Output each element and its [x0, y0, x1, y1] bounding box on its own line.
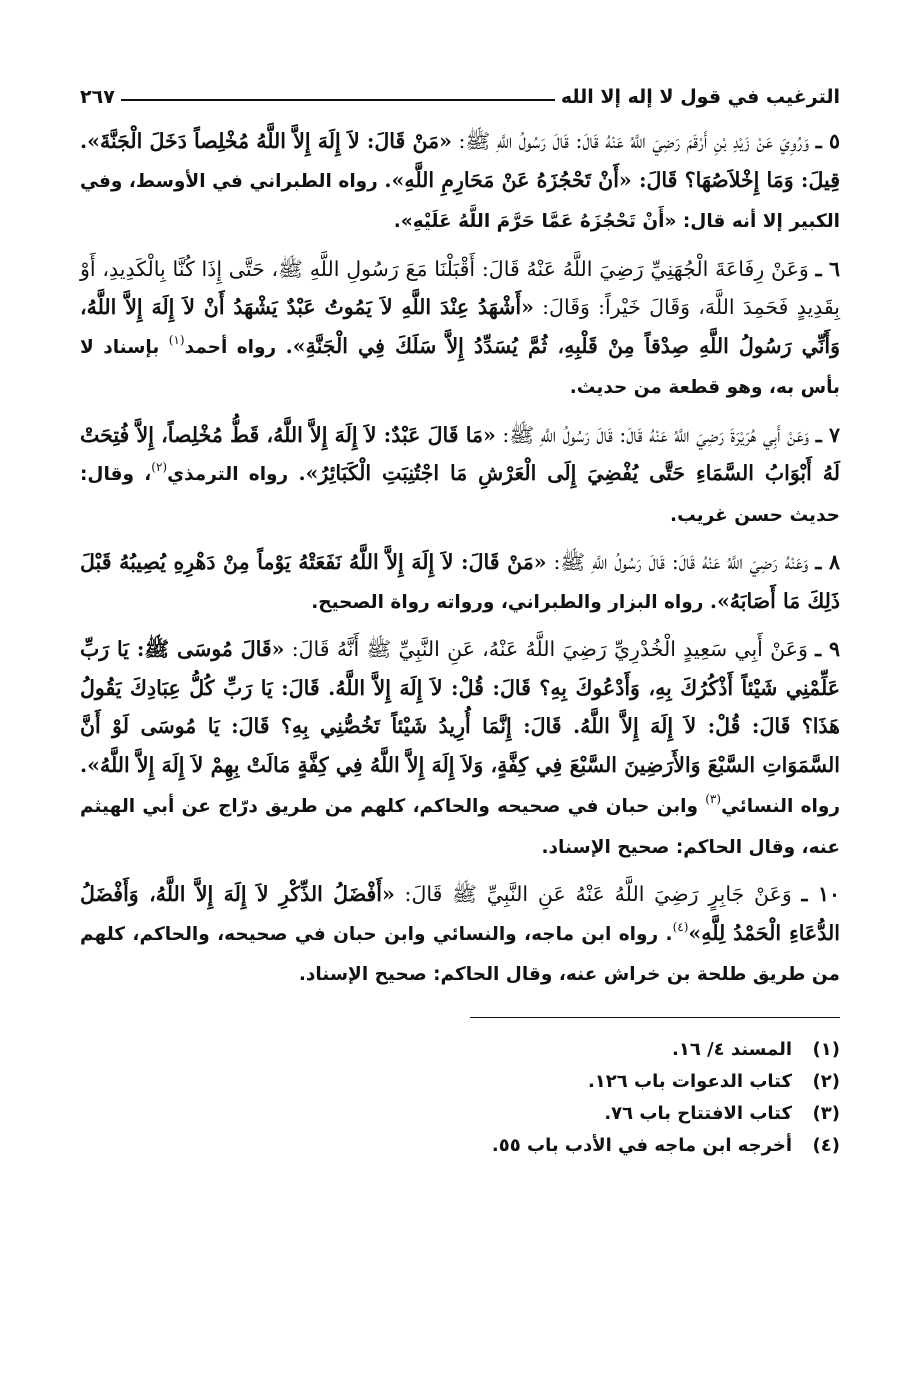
- hadith-number: ٦ ـ: [815, 256, 840, 281]
- hadith-5: [80, 122, 840, 242]
- hadith-isnad: وَعَنْ أَبِي هُرَيْرَةَ رَضِيَ اللَّهُ عَنْهُ قَالَ: قَالَ رَسُولُ اللَّهِ ﷺ:: [495, 422, 810, 447]
- hadith-7: [80, 416, 840, 536]
- footnote-ref[interactable]: (١): [168, 332, 185, 347]
- hadith-isnad: وَعَنْهُ رَضِيَ اللَّهُ عَنْهُ قَالَ: قَالَ رَسُولُ اللَّهِ ﷺ:: [546, 550, 809, 574]
- hadith-9: [80, 630, 840, 867]
- hadith-takhrij: رواه الطبراني في الأوسط، وفي الكبير إلا أنه قال: «أَنْ تَحْجُزَهُ عَمَّا حَرَّمَ اللَّهُ عَلَيْهِ».: [80, 170, 840, 232]
- hadith-matn: «أَشْهَدُ عِنْدَ اللَّهِ لاَ يَمُوتُ عَبْدٌ يَشْهَدُ أَنْ لاَ إِلَهَ إِلاَّ اللَّهُ، وَأَنِّي رَسُولُ اللَّهِ صِدْقاً مِنْ قَلْبِهِ، ثُمَّ يُسَدِّدُ إِلاَّ سَلَكَ فِي الْجَنَّةِ».: [80, 295, 840, 358]
- footnote-ref[interactable]: (٣): [705, 792, 722, 806]
- hadith-grading: بإسناد لا بأس به، وهو قطعة من حديث.: [80, 336, 840, 398]
- hadith-matn: «مَنْ قَالَ: لاَ إِلَهَ إِلاَّ اللَّهُ نَفَعَتْهُ يَوْماً مِنْ دَهْرِهِ يُصِيبُهُ قَبْلَ ذَلِكَ مَا أَصَابَهُ».: [80, 550, 840, 613]
- hadith-isnad: وَرُوِيَ عَنْ زَيْدِ بْنِ أَرْقَمَ رَضِيَ اللَّهُ عَنْهُ قَالَ: قَالَ رَسُولُ اللَّهِ ﷺ:: [451, 129, 810, 153]
- hadith-6: [80, 250, 840, 408]
- book-page: [80, 78, 840, 1162]
- hadith-matn: «قَالَ مُوسَى ﷺ: يَا رَبِّ عَلِّمْنِي شَيْئاً أَذْكُرُكَ بِهِ، وَأَدْعُوكَ بِهِ؟ قَالَ: قُلْ: لاَ إِلَهَ إِلاَّ اللَّهُ. قَالَ: يَا رَبِّ كُلُّ عِبَادِكَ يَقُولُ هَذَا؟ قَالَ: قُلْ: لاَ إِلَهَ إِلاَّ اللَّهُ. قَالَ: إِنَّمَا أُرِيدُ شَيْئاً تَخُصُّنِي بِهِ؟ قَالَ: يَا مُوسَى لَوْ أَنَّ السَّمَوَاتِ السَّبْعَ وَالأَرَضِينَ السَّبْعَ فِي كِفَّةٍ، وَلاَ إِلَهَ إِلاَّ اللَّهُ فِي كِفَّةٍ مَالَتْ بِهِمْ لاَ إِلَهَ إِلاَّ اللَّهُ».: [80, 637, 840, 777]
- hadith-number: ٥ ـ: [815, 129, 840, 153]
- hadith-takhrij: رواه الترمذي: [167, 464, 299, 485]
- hadith-takhrij: رواه أحمد: [184, 336, 286, 358]
- hadith-number: ٧ ـ: [815, 422, 840, 447]
- footnote-ref[interactable]: (٤): [672, 919, 689, 934]
- hadith-grading: ، وقال: حديث حسن غريب.: [80, 464, 840, 526]
- footnote-text: أخرجه ابن ماجه في الأدب باب ٥٥.: [491, 1134, 792, 1156]
- footnote-text: كتاب الدعوات باب ١٢٦.: [587, 1070, 792, 1092]
- hadith-takhrij: رواه النسائي: [721, 796, 840, 817]
- hadith-takhrij: رواه البزار والطبراني، ورواته رواة الصحيح.: [311, 591, 710, 613]
- hadith-matn: «مَنْ قَالَ: لاَ إِلَهَ إِلاَّ اللَّهُ مُخْلِصاً دَخَلَ الْجَنَّةَ». قِيلَ: وَمَا إِخْلاَصُهَا؟ قَالَ: «أَنْ تَحْجُزَهُ عَنْ مَحَارِمِ اللَّهِ».: [80, 129, 841, 192]
- footnote-marker: (٣): [812, 1102, 840, 1124]
- header-rule: [121, 99, 555, 101]
- footnote-item: [80, 1066, 840, 1098]
- hadith-10: [80, 875, 840, 995]
- page-number: ٢٦٧: [80, 86, 115, 108]
- footnote-marker: (١): [812, 1038, 840, 1060]
- footnote-item: [80, 1098, 840, 1130]
- footnote-item: [80, 1034, 840, 1066]
- chapter-title: الترغيب في قول لا إله إلا الله: [560, 86, 840, 108]
- hadith-number: ١٠ ـ: [801, 882, 840, 906]
- footnotes-list: [80, 1034, 840, 1162]
- footnote-marker: (٤): [812, 1134, 840, 1156]
- footnote-separator: [470, 1017, 840, 1018]
- hadith-takhrij: . رواه ابن ماجه، والنسائي وابن حبان في صحيحه، والحاكم، كلهم من طريق طلحة بن خراش عنه، وقال الحاكم: صحيح الإسناد.: [80, 923, 840, 985]
- body-text: [80, 122, 840, 995]
- hadith-grading: وابن حبان في صحيحه والحاكم، كلهم من طريق درّاج عن أبي الهيثم عنه، وقال الحاكم: صحيح الإسناد.: [80, 796, 840, 858]
- running-header: [80, 78, 840, 108]
- hadith-number: ٨ ـ: [815, 550, 840, 574]
- hadith-isnad: وَعَنْ أَبِي سَعِيدٍ الْخُدْرِيِّ رَضِيَ اللَّهُ عَنْهُ، عَنِ النَّبِيِّ ﷺ أَنَّهُ قَالَ:: [284, 637, 808, 661]
- footnote-marker: (٢): [812, 1070, 840, 1092]
- hadith-isnad: وَعَنْ جَابِرٍ رَضِيَ اللَّهُ عَنْهُ عَنِ النَّبِيِّ ﷺ قَالَ:: [394, 882, 792, 906]
- footnote-ref[interactable]: (٢): [151, 460, 168, 474]
- hadith-isnad: وَعَنْ رِفَاعَةَ الْجُهَنِيِّ رَضِيَ اللَّهُ عَنْهُ قَالَ: أَقْبَلْنَا مَعَ رَسُولِ اللَّهِ ﷺ، حَتَّى إِذَا كُنَّا بِالْكَدِيدِ، أَوْ بِقَدِيدٍ فَحَمِدَ اللَّهَ، وَقَالَ خَيْراً: وَقَالَ:: [80, 256, 840, 319]
- hadith-matn: «مَا قَالَ عَبْدٌ: لاَ إِلَهَ إِلاَّ اللَّهُ، قَطُّ مُخْلِصاً، إِلاَّ فُتِحَتْ لَهُ أَبْوَابُ السَّمَاءِ حَتَّى يُفْضِيَ إِلَى الْعَرْشِ مَا اجْتُنِبَتِ الْكَبَائِرُ».: [80, 422, 840, 485]
- hadith-8: [80, 543, 840, 622]
- footnote-text: كتاب الافتتاح باب ٧٦.: [604, 1102, 792, 1124]
- footnote-item: [80, 1130, 840, 1162]
- hadith-number: ٩ ـ: [815, 637, 840, 661]
- hadith-matn: «أَفْضَلُ الذِّكْرِ لاَ إِلَهَ إِلاَّ اللَّهُ، وَأَفْضَلُ الدُّعَاءِ الْحَمْدُ لِلَّهِ»: [80, 882, 840, 945]
- footnote-text: المسند ٤/ ١٦.: [672, 1038, 792, 1060]
